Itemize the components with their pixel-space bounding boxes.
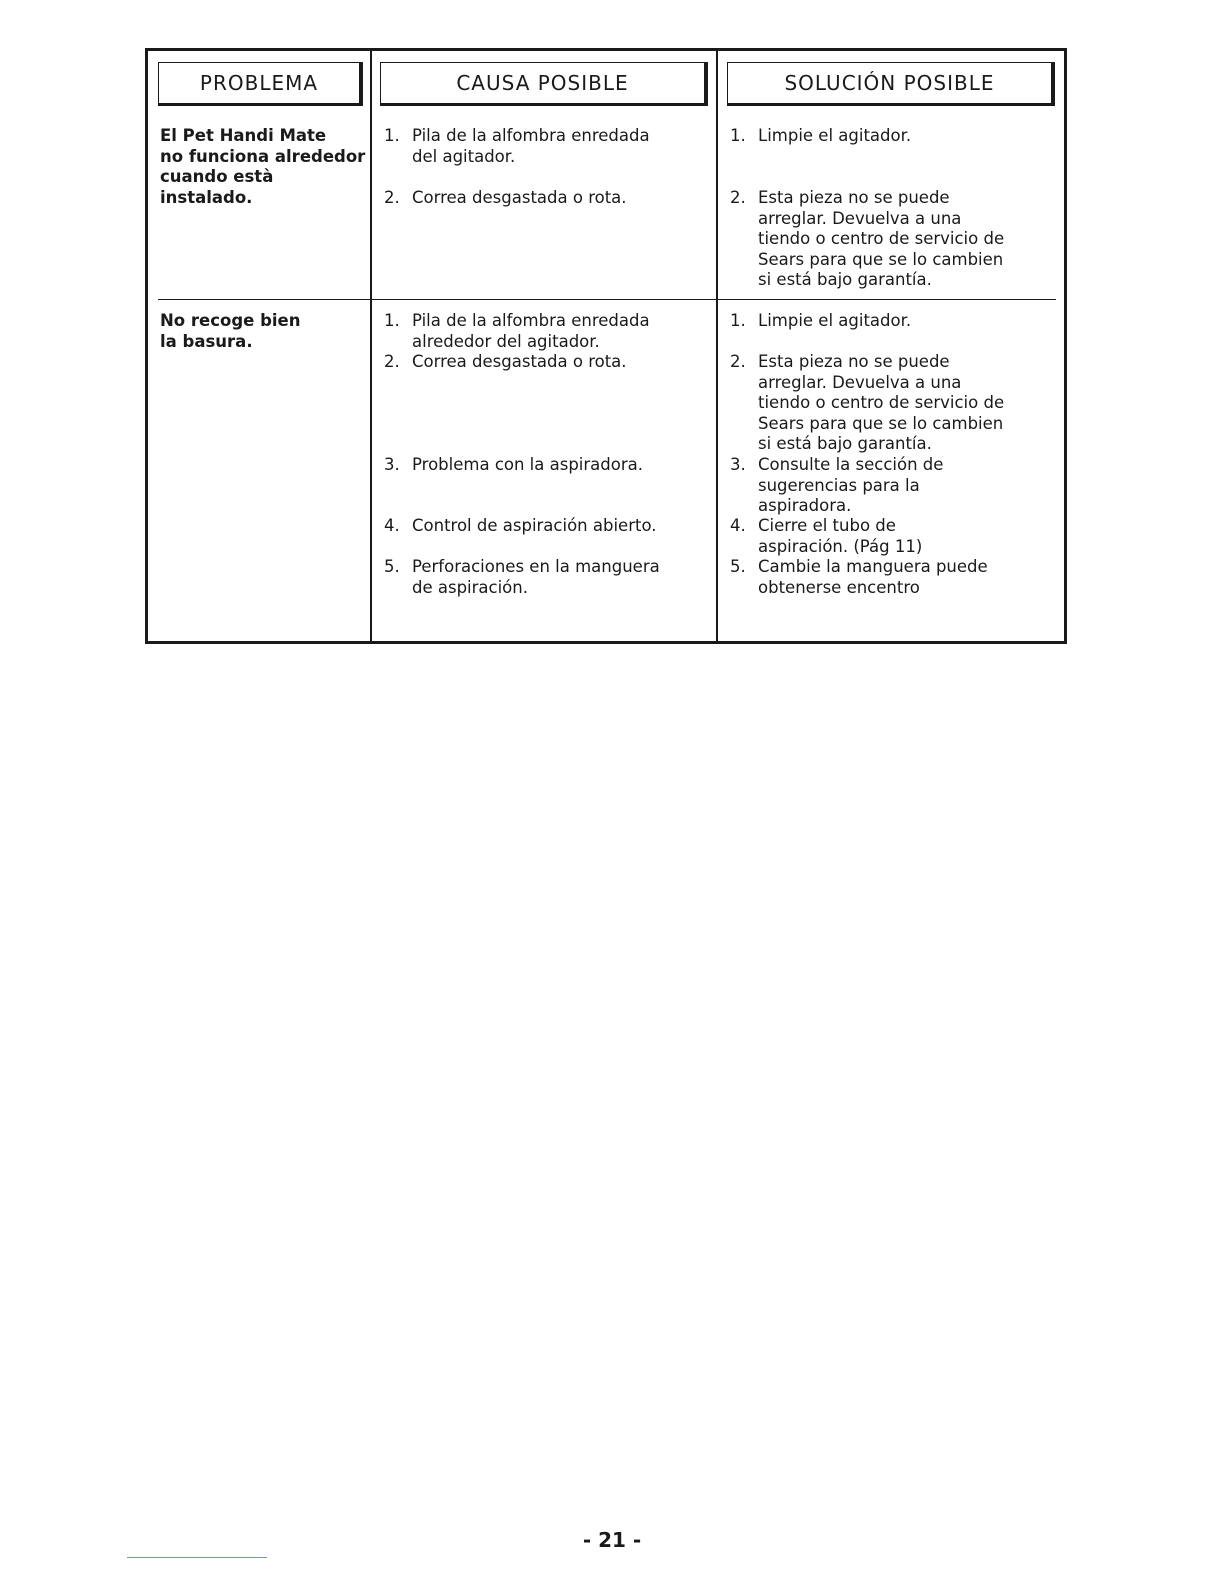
- item-text: Control de aspiración abierto.: [412, 516, 657, 535]
- row-2-solution-2: [730, 352, 1004, 455]
- item-text: Perforaciones en la manguera de aspiración.: [412, 557, 660, 597]
- column-divider-2: [716, 51, 718, 641]
- item-text: Consulte la sección de sugerencias para la aspiradora.: [758, 455, 944, 515]
- item-number: 1.: [730, 126, 746, 145]
- item-number: 4.: [730, 516, 746, 535]
- item-text: Correa desgastada o rota.: [412, 188, 627, 207]
- row-2-cause-4: [384, 516, 657, 537]
- item-text: Correa desgastada o rota.: [412, 352, 627, 371]
- row-1-cause-1: [384, 126, 650, 167]
- item-number: 3.: [384, 455, 400, 474]
- item-text: Cambie la manguera puede obtenerse encentro: [758, 557, 988, 597]
- row-2-cause-3: [384, 455, 643, 476]
- item-text: Esta pieza no se puede arreglar. Devuelva a una tiendo o centro de servicio de Sears para que se lo cambien si está bajo garantía.: [758, 352, 1005, 453]
- item-number: 1.: [730, 311, 746, 330]
- footer-rule: [127, 1557, 267, 1558]
- row-1-solution-2: [730, 188, 1004, 291]
- item-text: Cierre el tubo de aspiración. (Pág 11): [758, 516, 923, 556]
- item-number: 2.: [384, 352, 400, 371]
- header-problem: PROBLEMA: [158, 62, 363, 106]
- row-2-solution-1: [730, 311, 911, 332]
- row-2-solution-3: [730, 455, 943, 517]
- item-number: 2.: [384, 188, 400, 207]
- row-2-solution-4: [730, 516, 922, 557]
- item-text: Limpie el agitador.: [758, 311, 912, 330]
- row-2-cause-2: [384, 352, 627, 373]
- header-solution: SOLUCIÓN POSIBLE: [727, 62, 1055, 106]
- item-text: Pila de la alfombra enredada del agitador.: [412, 126, 650, 166]
- row-2-problem: No recoge bien la basura.: [160, 311, 301, 351]
- item-number: 2.: [730, 352, 746, 371]
- header-cause: CAUSA POSIBLE: [380, 62, 708, 106]
- item-text: Problema con la aspiradora.: [412, 455, 643, 474]
- row-2-cause-1: [384, 311, 650, 352]
- row-1-problem: El Pet Handi Mate no funciona alrededor cuando està instalado.: [160, 126, 366, 207]
- row-divider: [158, 299, 1056, 300]
- row-1-cause-2: [384, 188, 627, 209]
- row-1-solution-1: [730, 126, 911, 147]
- item-text: Limpie el agitador.: [758, 126, 912, 145]
- item-text: Pila de la alfombra enredada alrededor del agitador.: [412, 311, 650, 351]
- row-2-cause-5: [384, 557, 660, 598]
- page-number: - 21 -: [582, 1528, 642, 1552]
- row-2-solution-5: [730, 557, 988, 598]
- item-number: 3.: [730, 455, 746, 474]
- item-number: 4.: [384, 516, 400, 535]
- item-number: 5.: [730, 557, 746, 576]
- troubleshooting-table: [145, 48, 1067, 644]
- item-number: 2.: [730, 188, 746, 207]
- item-number: 5.: [384, 557, 400, 576]
- column-divider-1: [370, 51, 372, 641]
- item-number: 1.: [384, 311, 400, 330]
- item-number: 1.: [384, 126, 400, 145]
- item-text: Esta pieza no se puede arreglar. Devuelva a una tiendo o centro de servicio de Sears para que se lo cambien si está bajo garantía.: [758, 188, 1005, 289]
